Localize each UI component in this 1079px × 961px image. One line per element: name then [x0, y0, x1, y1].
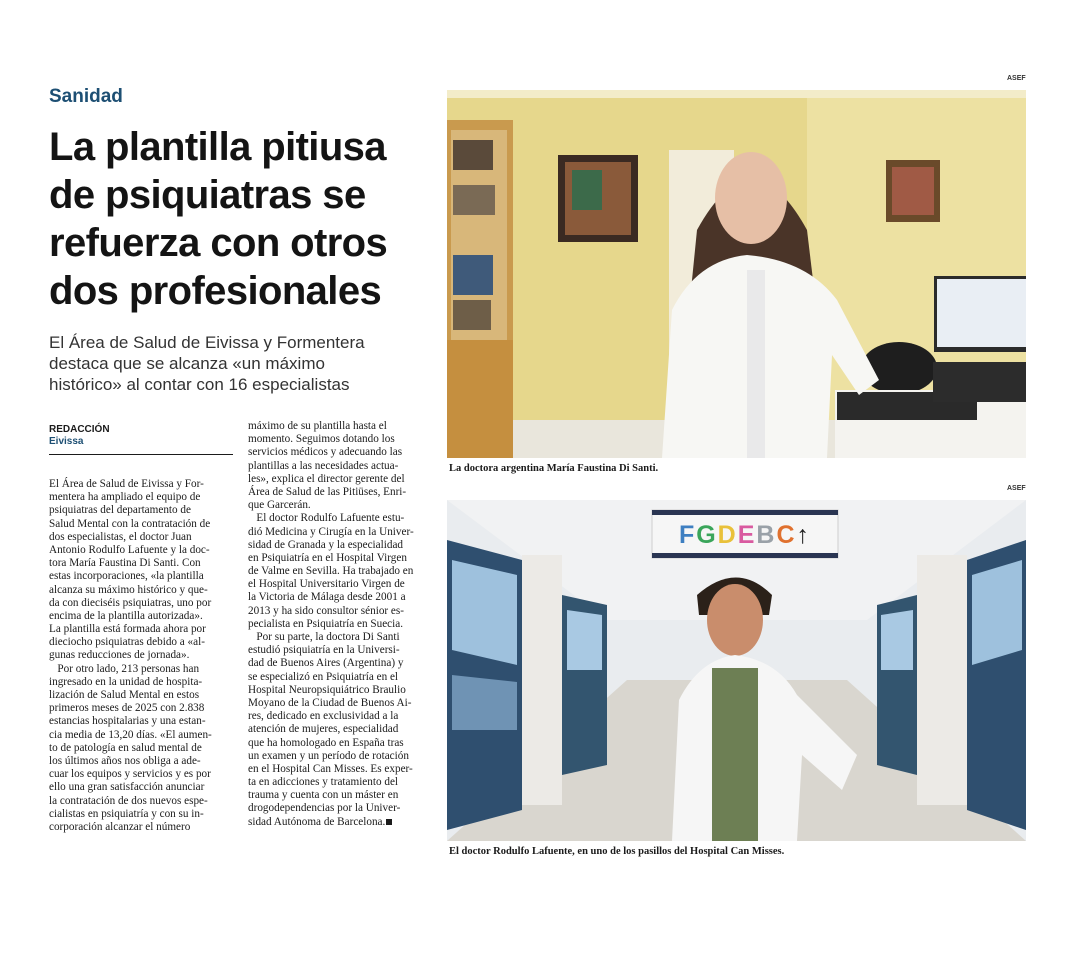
headline-line: de psiquiatras se — [49, 173, 366, 217]
text-line: plantillas a las necesidades actua- — [248, 459, 399, 472]
text-line: ingresado en la unidad de hospita- — [49, 675, 203, 688]
subhead-line: destaca que se alcanza «un máximo — [49, 354, 325, 373]
article-column-2 — [248, 420, 433, 829]
text-line: máximo de su plantilla hasta el — [248, 420, 387, 432]
text-line: Antonio Rodulfo Lafuente y la doc- — [49, 543, 210, 556]
text-line: atención de mujeres, especialidad — [248, 723, 399, 736]
text-line: ello una gran satisfacción anunciar — [49, 781, 205, 794]
text-line: se especializó en Psiquiatría en el — [248, 670, 399, 683]
text-line: la contratación de dos nuevos espe- — [49, 794, 208, 807]
text-line: res, dedicado en exclusividad a la — [248, 710, 399, 723]
text-line: Por otro lado, 213 personas han — [49, 662, 200, 675]
text-line: cia media de 13,20 días. «El aumen- — [49, 728, 212, 741]
text-line: lización de Salud Mental en estos — [49, 689, 200, 701]
text-line: dad de Buenos Aires (Argentina) y — [248, 657, 404, 670]
text-line: Moyano de la Ciudad de Buenos Ai- — [248, 696, 412, 709]
photo-caption: El doctor Rodulfo Lafuente, en uno de los pasillos del Hospital Can Misses. — [449, 846, 785, 857]
text-line: estudió psiquiatría en la Universi- — [248, 644, 400, 657]
article-column-1 — [49, 478, 234, 834]
text-line: to de patología en salud mental de — [49, 741, 202, 754]
text-line: dos especialistas, el doctor Juan — [49, 530, 192, 543]
text-line: les», explica el director gerente del — [248, 472, 405, 485]
byline-author: REDACCIÓN — [49, 424, 110, 435]
text-line: Área de Salud de las Pitiüses, Enri- — [248, 485, 407, 498]
text-line: mentera ha ampliado el equipo de — [49, 491, 201, 504]
subhead-line: El Área de Salud de Eivissa y Formentera — [49, 333, 365, 352]
text-line: Salud Mental con la contratación de — [49, 517, 211, 530]
text-line: dieciocho psiquiatras debido a «al- — [49, 636, 205, 649]
text-line: que ha homologado en España tras — [248, 736, 404, 749]
photo-credit: ASEF — [1007, 75, 1026, 82]
photo-caption: La doctora argentina María Faustina Di Santi. — [449, 463, 659, 474]
text-line: La plantilla está formada ahora por — [49, 623, 206, 636]
text-line: drogodependencias por la Univer- — [248, 802, 401, 815]
text-line: servicios médicos y adecuando las — [248, 446, 403, 459]
sign-letter-e: E — [737, 521, 757, 549]
text-line: cuar los equipos y servicios y es por — [49, 768, 211, 781]
text-line: la Victoria de Málaga desde 2001 a — [248, 591, 406, 604]
text-line-last — [248, 816, 433, 829]
sign-letter-d: D — [717, 521, 738, 549]
text-line: psiquiatras del departamento de — [49, 504, 191, 517]
text-line: dió Medicina y Cirugía en la Univer- — [248, 525, 414, 538]
text-line: ta en adicciones y tratamiento del — [248, 776, 399, 789]
text-line: da con dieciséis psiquiatras, uno por — [49, 596, 212, 609]
text-line: sidad de Granada y la especialidad — [248, 538, 404, 551]
text-line: gunas reducciones de jornada». — [49, 649, 190, 662]
photo-illustration — [447, 90, 1026, 458]
text-line: El Área de Salud de Eivissa y For- — [49, 478, 204, 490]
text-line: alcanza su máximo histórico y que- — [49, 583, 208, 596]
text-line: corporación alcanzar el número — [49, 820, 191, 833]
wayfinding-sign — [652, 519, 838, 551]
byline — [49, 424, 233, 455]
arrow-up-icon: ↑ — [796, 521, 812, 549]
text-line: en el Hospital Can Misses. Es exper- — [248, 762, 413, 775]
headline-line: La plantilla pitiusa — [49, 125, 386, 169]
text-line: un examen y un período de rotación — [248, 749, 409, 762]
headline — [49, 123, 429, 315]
text-fragment: sidad Autónoma de Barcelona. — [248, 815, 386, 828]
photo-doctor-lafuente — [447, 500, 1026, 841]
text-line: pecialista en Psiquiatría en Suecia. — [248, 617, 404, 630]
text-line: los últimos años nos obliga a ade- — [49, 754, 201, 767]
text-line: encima de la plantilla autorizada». — [49, 609, 203, 622]
sign-letter-b: B — [756, 521, 777, 549]
text-line: de Valme en Sevilla. Ha trabajado en — [248, 565, 414, 578]
end-of-article-mark — [386, 819, 392, 825]
text-line: que Garcerán. — [248, 499, 311, 512]
text-line: cialistas en psiquiatría y con su in- — [49, 807, 204, 820]
sign-letter-f: F — [678, 521, 697, 549]
headline-line: refuerza con otros — [49, 221, 388, 265]
text-line: Hospital Neuropsiquiátrico Braulio — [248, 683, 406, 696]
text-line: primeros meses de 2025 con 2.838 — [49, 702, 205, 715]
sign-letter-g: G — [696, 521, 718, 549]
text-line: estas incorporaciones, «la plantilla — [49, 570, 204, 583]
subhead-line: histórico» al contar con 16 especialistas — [49, 375, 350, 394]
sign-letter-c: C — [776, 521, 797, 549]
byline-place: Eivissa — [49, 436, 84, 447]
text-line: momento. Seguimos dotando los — [248, 433, 395, 446]
text-line: Por su parte, la doctora Di Santi — [248, 631, 400, 643]
text-line: El doctor Rodulfo Lafuente estu- — [248, 512, 405, 525]
text-line: trauma y cuenta con un máster en — [248, 789, 399, 802]
headline-line: dos profesionales — [49, 269, 382, 313]
text-line: el Hospital Universitario Virgen de — [248, 578, 405, 591]
text-line: en Psiquiatría en el Hospital Virgen — [248, 551, 407, 564]
text-line: tora María Faustina Di Santi. Con — [49, 557, 201, 570]
photo-illustration — [447, 500, 1026, 841]
section-label: Sanidad — [49, 86, 123, 107]
text-line: estancias hospitalarias y una estan- — [49, 715, 206, 728]
subheadline — [49, 332, 434, 395]
photo-doctor-di-santi — [447, 90, 1026, 458]
text-line: 2013 y ha sido consultor sénior es- — [248, 604, 404, 617]
photo-credit: ASEF — [1007, 485, 1026, 492]
